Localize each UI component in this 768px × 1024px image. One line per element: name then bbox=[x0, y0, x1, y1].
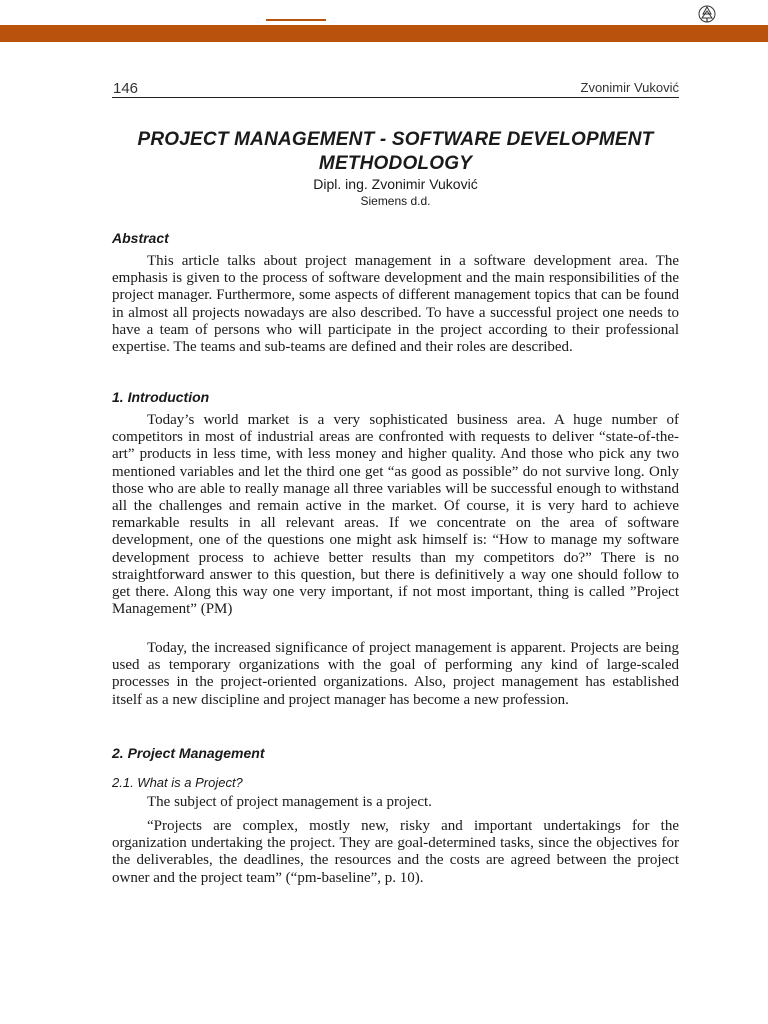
header-rule bbox=[112, 97, 679, 98]
top-link-underline bbox=[266, 19, 326, 21]
running-head-author: Zvonimir Vuković bbox=[580, 80, 679, 95]
introduction-paragraph-1: Today’s world market is a very sophisticated business area. A huge number of competitors in most of industrial areas are confronted with requests to deliver “state-of-the-art” products in less time, with less money and higher quality. And those who pick any two mentioned variables and let the third one get “as good as possible” do not survive long. Only those who are able to really manage all three variables will be successful enough to withstand all the challenges and remain active in the market. Of course, it is very hard to achieve remarkable results in all relevant areas. If we concentrate on the area of software development, one of the questions one might ask himself is: “How to manage my software development process to achieve better results than my competitors do?” There is no straightforward answer to this question, but there is definitively a way one should follow to get there. Along this way one very important, if not most important, thing is called ”Project Management” (PM) bbox=[112, 412, 679, 618]
abstract-heading: Abstract bbox=[112, 230, 169, 246]
author-name: Dipl. ing. Zvonimir Vuković bbox=[313, 176, 478, 192]
introduction-paragraph-2: Today, the increased significance of project management is apparent. Projects are being used as temporary organizations with the goal of performing any kind of large-scaled processes in the project-oriented organizations. Also, project management has established itself as a new discipline and project manager has become a new profession. bbox=[112, 640, 679, 708]
title-line-1: PROJECT MANAGEMENT - SOFTWARE DEVELOPMENT bbox=[137, 129, 654, 150]
paper-title bbox=[112, 128, 679, 176]
section2-paragraph-1: The subject of project management is a project. bbox=[147, 794, 432, 810]
what-is-project-subheading: 2.1. What is a Project? bbox=[112, 775, 243, 790]
title-line-2: METHODOLOGY bbox=[318, 153, 473, 174]
author-affiliation: Siemens d.d. bbox=[360, 194, 431, 208]
section2-paragraph-2: “Projects are complex, mostly new, risky and important undertakings for the organization undertaking the project. They are goal-determined tasks, since the objectives for the deliverables, the deadlines, the resources and the costs are agreed between the project owner and the project team” (“pm-baseline”, p. 10). bbox=[112, 818, 679, 886]
project-management-heading: 2. Project Management bbox=[112, 745, 265, 761]
abstract-text: This article talks about project management in a software development area. The emphasis is given to the process of software development and the main responsibilities of the project manager. Furthermore, some aspects of different management topics that can be found in almost all projects nowadays are also described. To have a successful project one needs to have a team of persons who will participate in the project according to their professional expertise. The teams and sub-teams are defined and their roles are described. bbox=[112, 253, 679, 356]
top-color-band bbox=[0, 25, 768, 42]
tree-seal-icon bbox=[697, 3, 717, 25]
introduction-heading: 1. Introduction bbox=[112, 389, 210, 405]
page-number: 146 bbox=[113, 80, 139, 97]
